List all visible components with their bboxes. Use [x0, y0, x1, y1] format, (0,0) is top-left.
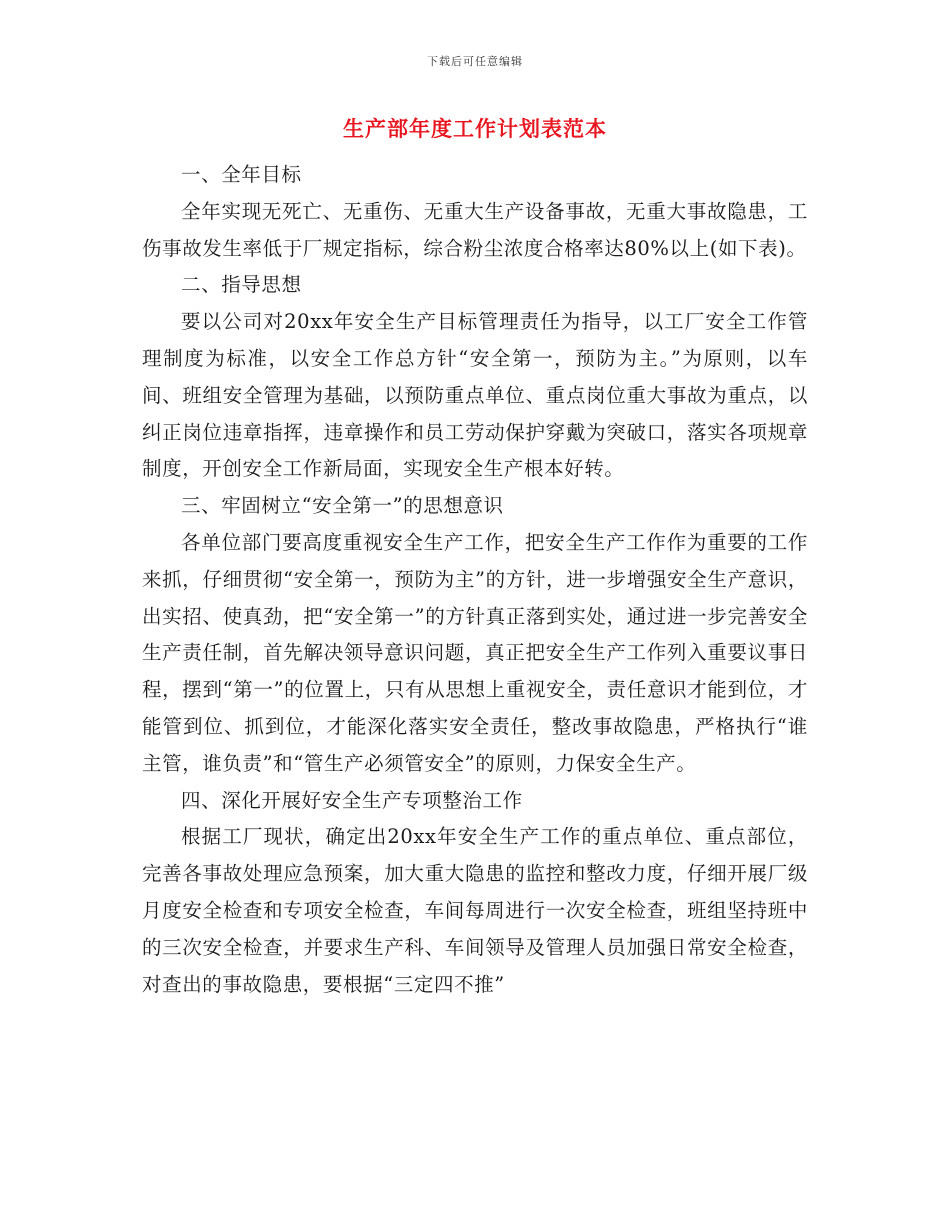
section-paragraph-2: 要以公司对20xx年安全生产目标管理责任为指导，以工厂安全工作管理制度为标准，以安全工作总方针“安全第一，预防为主。”为原则，以车间、班组安全管理为基础，以预防重点单位、重点岗位重大事故为重点，以纠正岗位违章指挥，违章操作和员工劳动保护穿戴为突破口，落实各项规章制度，开创安全工作新局面，实现安全生产根本好转。 — [142, 310, 808, 481]
section-paragraph-3: 各单位部门要高度重视安全生产工作，把安全生产工作作为重要的工作来抓，仔细贯彻“安全第一，预防为主”的方针，进一步增强安全生产意识，出实招、使真劲，把“安全第一”的方针真正落到实处，通过进一步完善安全生产责任制，首先解决领导意识问题，真正把安全生产工作列入重要议事日程，摆到“第一”的位置上，只有从思想上重视安全，责任意识才能到位，才能管到位、抓到位，才能深化落实安全责任，整改事故隐患，严格执行“谁主管，谁负责”和“管生产必须管安全”的原则，力保安全生产。 — [142, 530, 808, 775]
section-heading-4: 四、深化开展好安全生产专项整治工作 — [181, 788, 523, 812]
section-heading-2: 二、指导思想 — [181, 273, 302, 297]
section-paragraph-4: 根据工厂现状，确定出20xx年安全生产工作的重点单位、重点部位，完善各事故处理应急预案，加大重大隐患的监控和整改力度，仔细开展厂级月度安全检查和专项安全检查，车间每周进行一次安全检查，班组坚持班中的三次安全检查，并要求生产科、车间领导及管理人员加强日常安全检查，对查出的事故隐患，要根据“三定四不推” — [142, 825, 808, 996]
section-paragraph-1: 全年实现无死亡、无重伤、无重大生产设备事故，无重大事故隐患，工伤事故发生率低于厂规定指标，综合粉尘浓度合格率达80%以上(如下表)。 — [142, 199, 808, 260]
section-heading-1: 一、全年目标 — [181, 163, 302, 186]
header-note: 下载后可任意编辑 — [427, 55, 523, 68]
section-heading-3: 三、牢固树立“安全第一”的思想意识 — [181, 494, 504, 518]
document-body — [142, 157, 808, 1003]
document-title: 生产部年度工作计划表范本 — [343, 116, 607, 141]
